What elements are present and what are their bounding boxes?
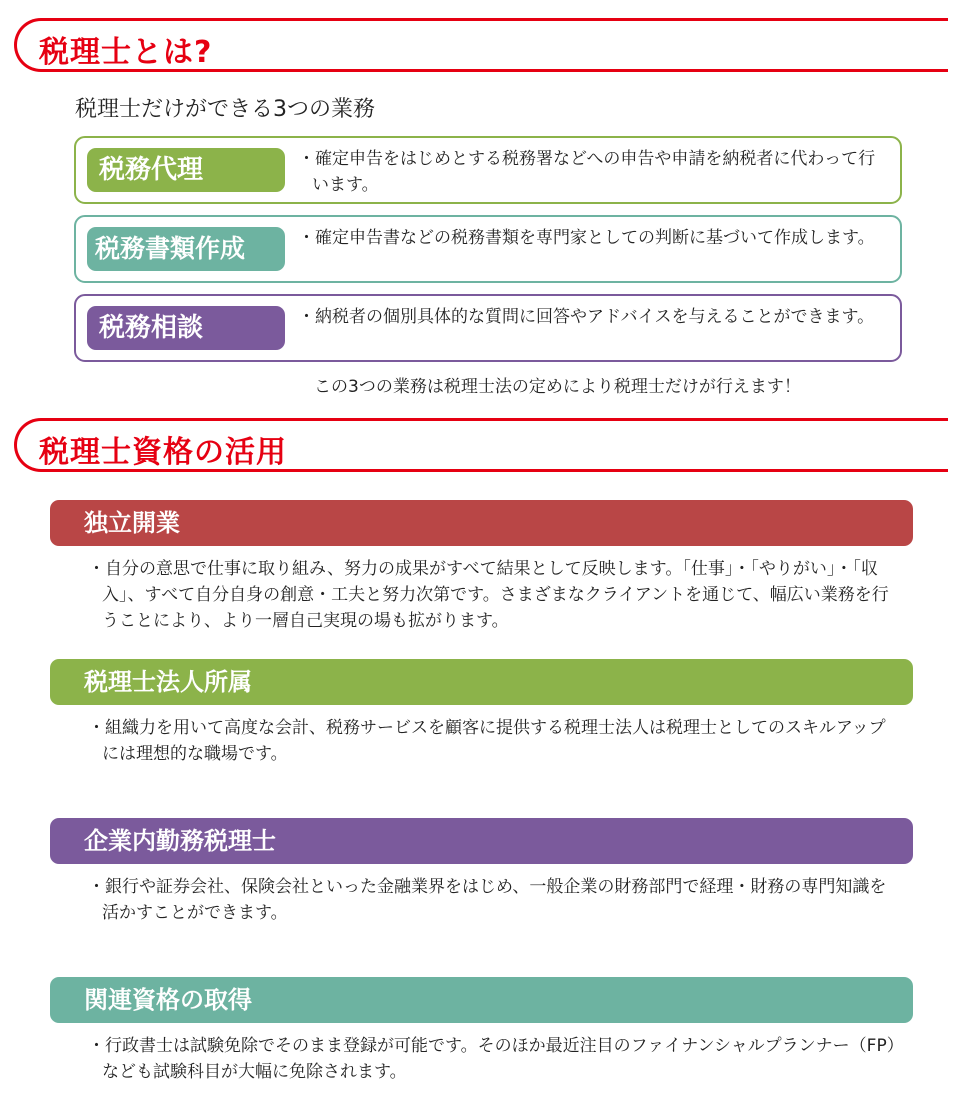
usage-heading: 税理士法人所属 [50, 659, 913, 705]
duty-description: ・確定申告をはじめとする税務署などへの申告や申請を納税者に代わって行います。 [298, 149, 876, 195]
note: この3つの業務は税理士法の定めにより税理士だけが行えます！ [314, 377, 801, 397]
duty-box-consultation [74, 294, 902, 362]
usage-text: ・行政書士は試験免除でそのまま登録が可能です。そのほか最近注目のファイナンシャルプランナー（FP）なども試験科目が大幅に免除されます。 [88, 1036, 896, 1082]
section-title: 税理士とは? [39, 35, 213, 70]
duty-box-document-prep [74, 215, 902, 283]
duty-label: 税務相談 [87, 306, 285, 350]
usage-text: ・組織力を用いて高度な会計、税務サービスを顧客に提供する税理士法人は税理士としてのスキルアップには理想的な職場です。 [88, 718, 886, 764]
usage-text: ・銀行や証券会社、保険会社といった金融業界をはじめ、一般企業の財務部門で経理・財務の専門知識を活かすことができます。 [88, 877, 887, 923]
duty-box-tax-agency [74, 136, 902, 204]
duty-label: 税務代理 [87, 148, 285, 192]
section-header-about [14, 18, 948, 72]
section-header-usage [14, 418, 948, 472]
duty-description: ・確定申告書などの税務書類を専門家としての判断に基づいて作成します。 [298, 228, 875, 248]
duty-label: 税務書類作成 [87, 227, 285, 271]
duty-description: ・納税者の個別具体的な質問に回答やアドバイスを与えることができます。 [298, 307, 875, 327]
usage-text: ・自分の意思で仕事に取り組み、努力の成果がすべて結果として反映します。「仕事」・「やりがい」・「収入」、すべて自分自身の創意・工夫と努力次第です。さまざまなクライアントを通じて、幅広い業務を行うことにより、より一層自己実現の場も拡がります。 [88, 559, 889, 631]
section-title: 税理士資格の活用 [39, 435, 287, 470]
usage-heading: 企業内勤務税理士 [50, 818, 913, 864]
usage-heading: 関連資格の取得 [50, 977, 913, 1023]
usage-heading: 独立開業 [50, 500, 913, 546]
subtitle: 税理士だけができる3つの業務 [75, 97, 375, 122]
